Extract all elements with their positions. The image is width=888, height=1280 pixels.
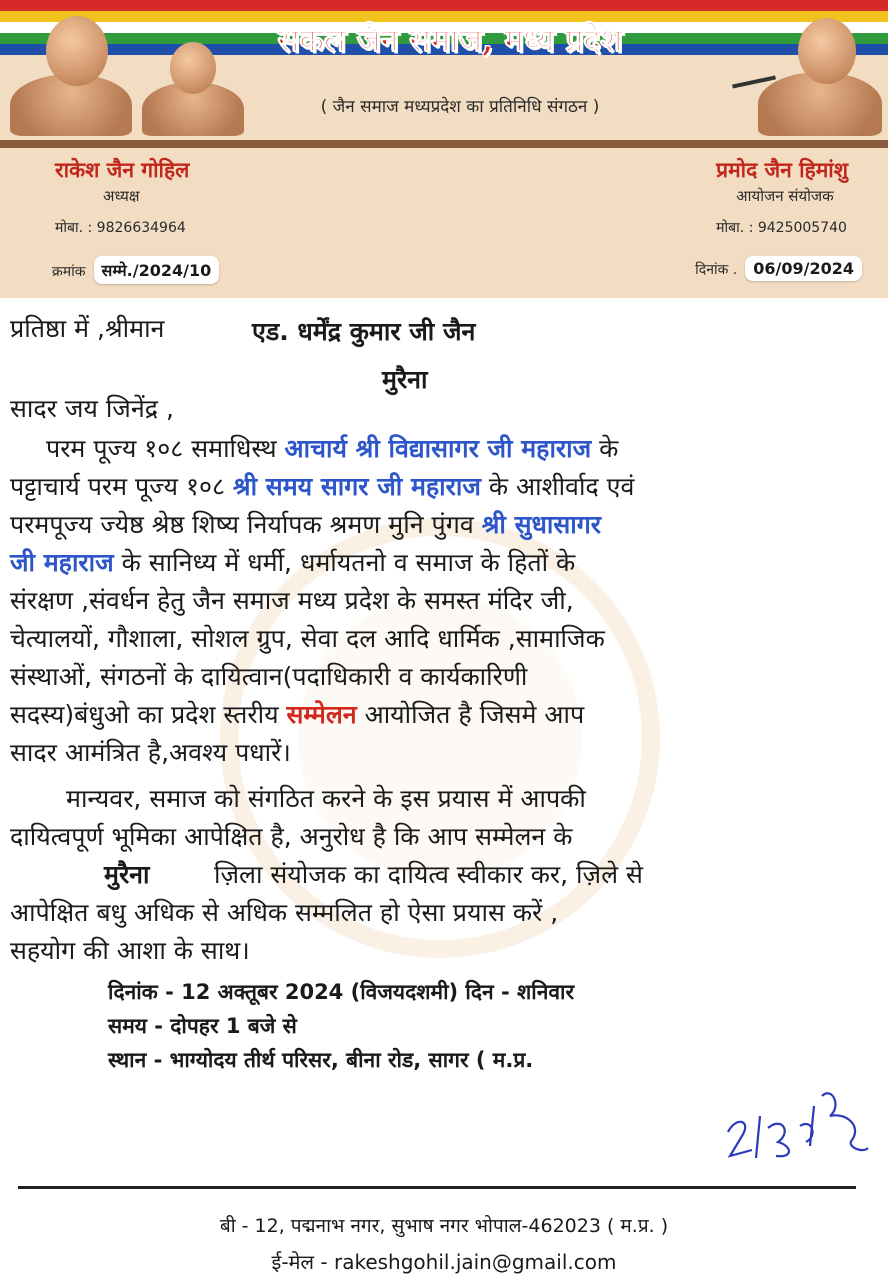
paragraph-line	[10, 546, 575, 580]
office-address: बी - 12, पद्मनाभ नगर, सुभाष नगर भोपाल-462023 ( म.प्र. )	[219, 1215, 669, 1237]
paragraph-line	[10, 698, 584, 732]
text-span: के	[591, 434, 619, 463]
president-block	[55, 156, 189, 237]
convener-block	[716, 156, 848, 237]
letterhead-banner	[0, 0, 888, 148]
saint-portrait-left	[2, 16, 132, 134]
acharya-name: आचार्य श्री विद्यासागर जी महाराज	[284, 434, 592, 463]
muni-name-part2: जी महाराज	[10, 548, 114, 577]
paragraph-line: संरक्षण ,संवर्धन हेतु जैन समाज मध्य प्रदेश के समस्त मंदिर जी,	[10, 586, 574, 615]
letter-date	[695, 256, 862, 281]
office-bearers-bar	[0, 148, 888, 298]
reference-number	[52, 256, 219, 284]
event-time: समय - दोपहर 1 बजे से	[108, 1014, 297, 1038]
paragraph-line	[10, 508, 601, 542]
convener-mobile: मोबा. : 9425005740	[716, 220, 847, 236]
date-value: 06/09/2024	[745, 256, 862, 281]
greeting: सादर जय जिनेंद्र ,	[10, 394, 174, 423]
president-role: अध्यक्ष	[103, 187, 140, 205]
recipient-city: मुरैना	[382, 365, 428, 394]
paragraph-line	[46, 432, 618, 466]
reference-label: क्रमांक	[52, 264, 86, 280]
text-span: सदस्य)बंधुओ का प्रदेश स्तरीय	[10, 700, 287, 729]
text-span: के सानिध्य में धर्मी, धर्मायतनो व समाज के हितों के	[113, 548, 576, 577]
footer-divider	[18, 1186, 856, 1189]
text-span: के आशीर्वाद एवं	[480, 472, 635, 501]
paragraph-line	[10, 858, 643, 892]
paragraph-line: सहयोग की आशा के साथ।	[10, 936, 250, 965]
president-name: राकेश जैन गोहिल	[55, 158, 190, 182]
paragraph-line: चेत्यालयों, गौशाला, सोशल ग्रुप, सेवा दल आदि धार्मिक ,सामाजिक	[10, 624, 605, 653]
text-span: परमपूज्य ज्येष्ठ श्रेष्ठ शिष्य निर्यापक श्रमण मुनि पुंगव	[10, 510, 482, 539]
paragraph-line: संस्थाओं, संगठनों के दायित्वान(पदाधिकारी व कार्यकारिणी	[10, 662, 528, 691]
date-label: दिनांक .	[695, 262, 738, 278]
text-span: आयोजित है जिसमे आप	[356, 700, 585, 729]
letter-body	[0, 298, 888, 1166]
saint-portrait-right	[734, 18, 884, 134]
text-span: परम पूज्य १०८ समाधिस्थ	[46, 434, 285, 463]
organization-title: सकल जैन समाज, मध्य प्रदेश	[277, 21, 623, 59]
header-divider	[0, 140, 888, 148]
sammelan-word: सम्मेलन	[286, 700, 357, 729]
president-mobile: मोबा. : 9826634964	[55, 220, 186, 236]
district-name: मुरैना	[104, 860, 150, 889]
organization-subtitle: ( जैन समाज मध्यप्रदेश का प्रतिनिधि संगठन )	[320, 97, 600, 117]
handwritten-signature	[722, 1076, 872, 1166]
letter-footer	[0, 1166, 888, 1280]
muni-name-part1: श्री सुधासागर	[481, 510, 601, 539]
paragraph-line: मान्यवर, समाज को संगठित करने के इस प्रयास में आपकी	[66, 784, 586, 813]
reference-value: सम्मे./2024/10	[94, 256, 220, 284]
text-span: पट्टाचार्य परम पूज्य १०८	[10, 472, 233, 501]
convener-name: प्रमोद जैन हिमांशु	[716, 158, 848, 182]
pattacharya-name: श्री समय सागर जी महाराज	[232, 472, 481, 501]
recipient-name: एड. धर्मेंद्र कुमार जी जैन	[252, 317, 476, 346]
event-date: दिनांक - 12 अक्तूबर 2024 (विजयदशमी) दिन - शनिवार	[108, 980, 575, 1004]
text-span: ज़िला संयोजक का दायित्व स्वीकार कर, ज़िले से	[214, 860, 643, 889]
paragraph-line: आपेक्षित बधु अधिक से अधिक सम्मलित हो ऐसा प्रयास करें ,	[10, 898, 559, 927]
paragraph-line	[10, 470, 634, 504]
contact-email: ई-मेल - rakeshgohil.jain@gmail.com	[271, 1250, 617, 1274]
paragraph-line: दायित्वपूर्ण भूमिका आपेक्षित है, अनुरोध है कि आप सम्मेलन के	[10, 822, 573, 851]
convener-role: आयोजन संयोजक	[736, 187, 834, 205]
recipient-prefix: प्रतिष्ठा में ,श्रीमान	[10, 314, 165, 343]
event-venue: स्थान - भाग्योदय तीर्थ परिसर, बीना रोड, सागर ( म.प्र.	[108, 1048, 534, 1072]
paragraph-line: सादर आमंत्रित है,अवश्य पधारें।	[10, 738, 291, 767]
